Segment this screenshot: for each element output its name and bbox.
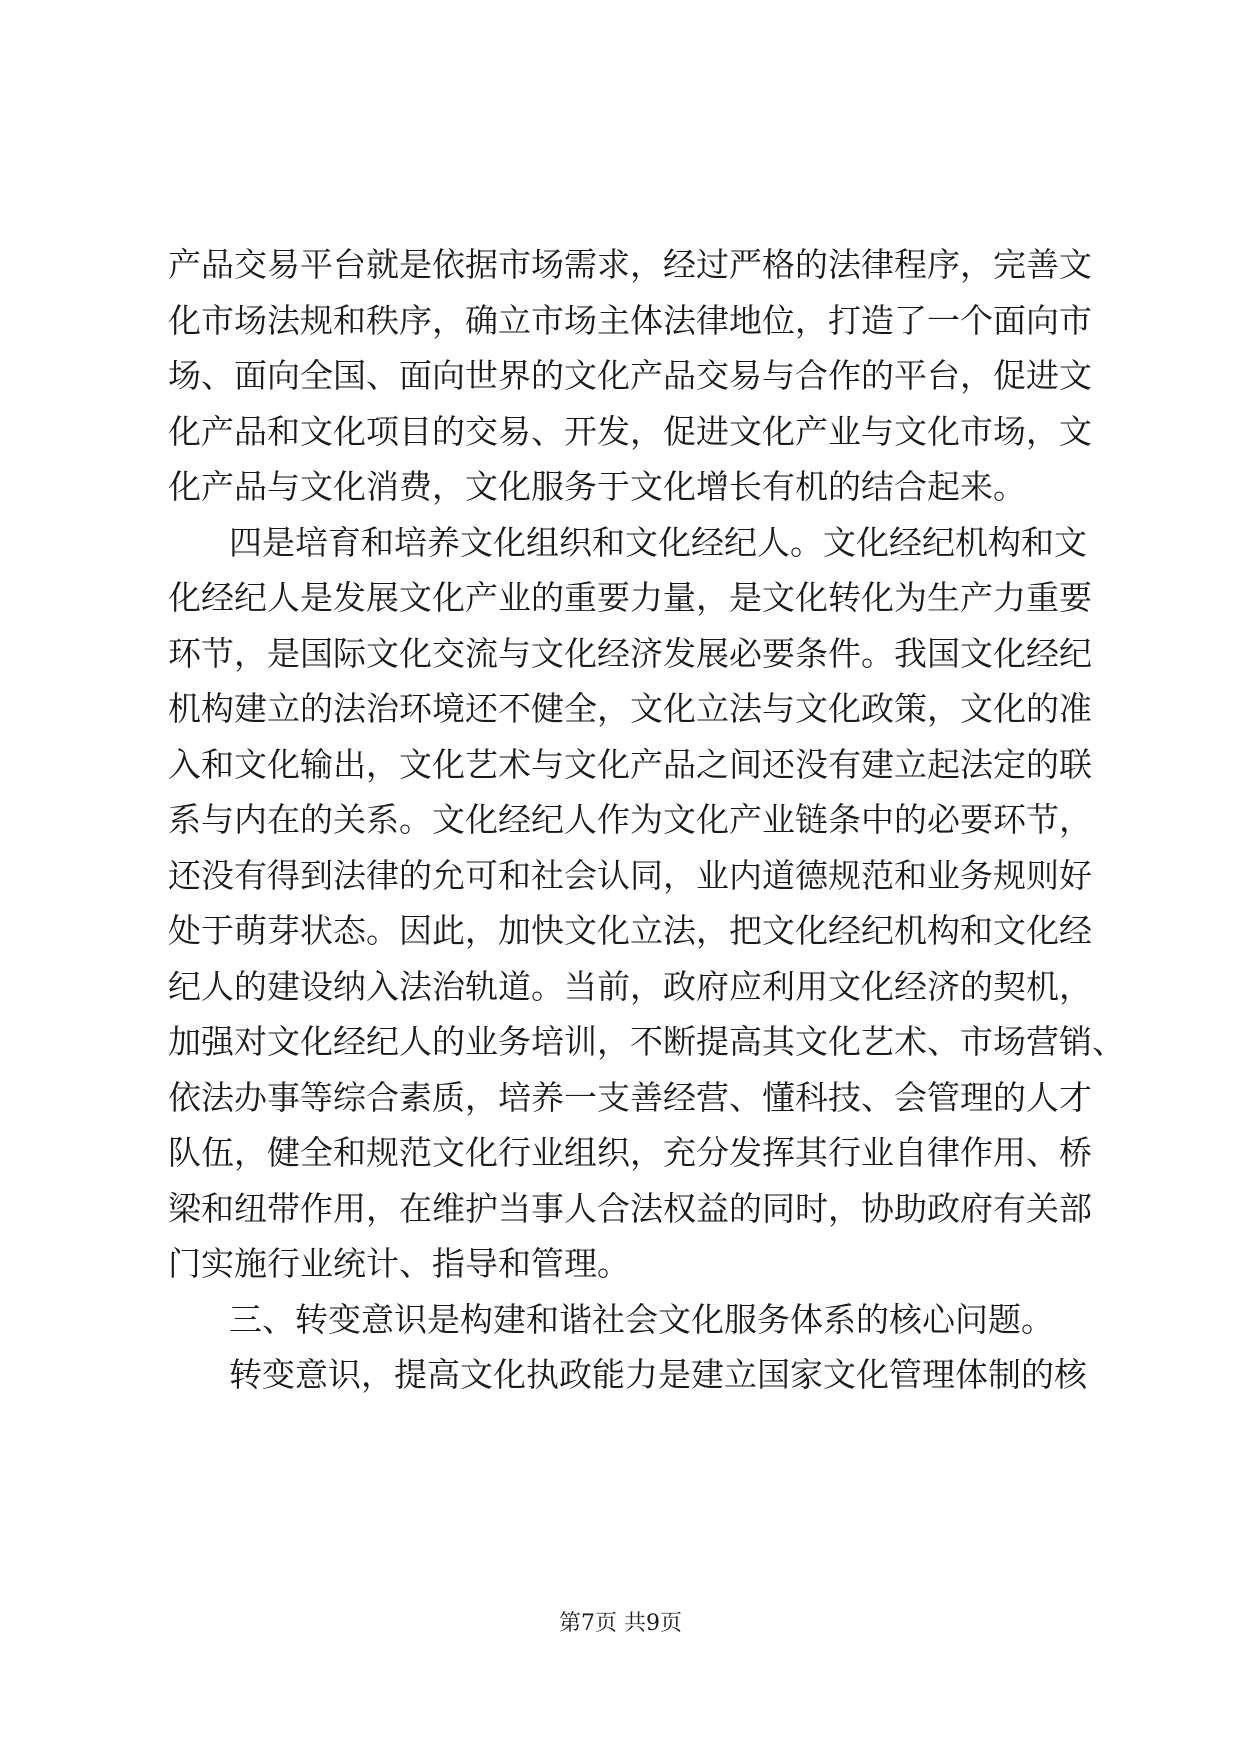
text-line: 环节，是国际文化交流与文化经济发展必要条件。我国文化经纪 (168, 633, 1092, 673)
text-line: 四是培育和培养文化组织和文化经纪人。文化经纪机构和文 (229, 522, 1087, 562)
text-line: 门实施行业统计、指导和管理。 (168, 1244, 630, 1283)
text-line: 入和文化输出，文化艺术与文化产品之间还没有建立起法定的联 (168, 744, 1092, 784)
text-line: 化产品和文化项目的交易、开发，促进文化产业与文化市场，文 (168, 411, 1092, 451)
text-line: 纪人的建设纳入法治轨道。当前，政府应利用文化经济的契机， (168, 966, 1092, 1006)
text-line: 还没有得到法律的允可和社会认同，业内道德规范和业务规则好 (168, 855, 1092, 895)
text-line: 产品交易平台就是依据市场需求，经过严格的法律程序，完善文 (168, 245, 1092, 284)
page-footer: 第7页 共9页 (559, 1611, 682, 1636)
text-line: 队伍，健全和规范文化行业组织，充分发挥其行业自律作用、桥 (168, 1133, 1092, 1172)
text-line: 依法办事等综合素质，培养一支善经营、懂科技、会管理的人才 (168, 1077, 1092, 1117)
text-line: 化经纪人是发展文化产业的重要力量，是文化转化为生产力重要 (168, 578, 1092, 617)
text-line: 加强对文化经纪人的业务培训，不断提高其文化艺术、市场营销、 (168, 1022, 1125, 1061)
text-line: 化市场法规和秩序，确立市场主体法律地位，打造了一个面向市 (168, 300, 1092, 340)
text-line: 处于萌芽状态。因此，加快文化立法，把文化经纪机构和文化经 (168, 911, 1092, 950)
text-line: 机构建立的法治环境还不健全，文化立法与文化政策，文化的准 (168, 689, 1092, 728)
text-line: 转变意识，提高文化执政能力是建立国家文化管理体制的核 (229, 1355, 1087, 1394)
text-line: 场、面向全国、面向世界的文化产品交易与合作的平台，促进文 (168, 356, 1092, 395)
text-line: 三、转变意识是构建和谐社会文化服务体系的核心问题。 (229, 1299, 1054, 1339)
text-line: 化产品与文化消费，文化服务于文化增长有机的结合起来。 (168, 467, 1026, 506)
text-line: 系与内在的关系。文化经纪人作为文化产业链条中的必要环节， (168, 800, 1092, 839)
body-text (168, 237, 1125, 1403)
text-line: 梁和纽带作用，在维护当事人合法权益的同时，协助政府有关部 (168, 1188, 1092, 1228)
